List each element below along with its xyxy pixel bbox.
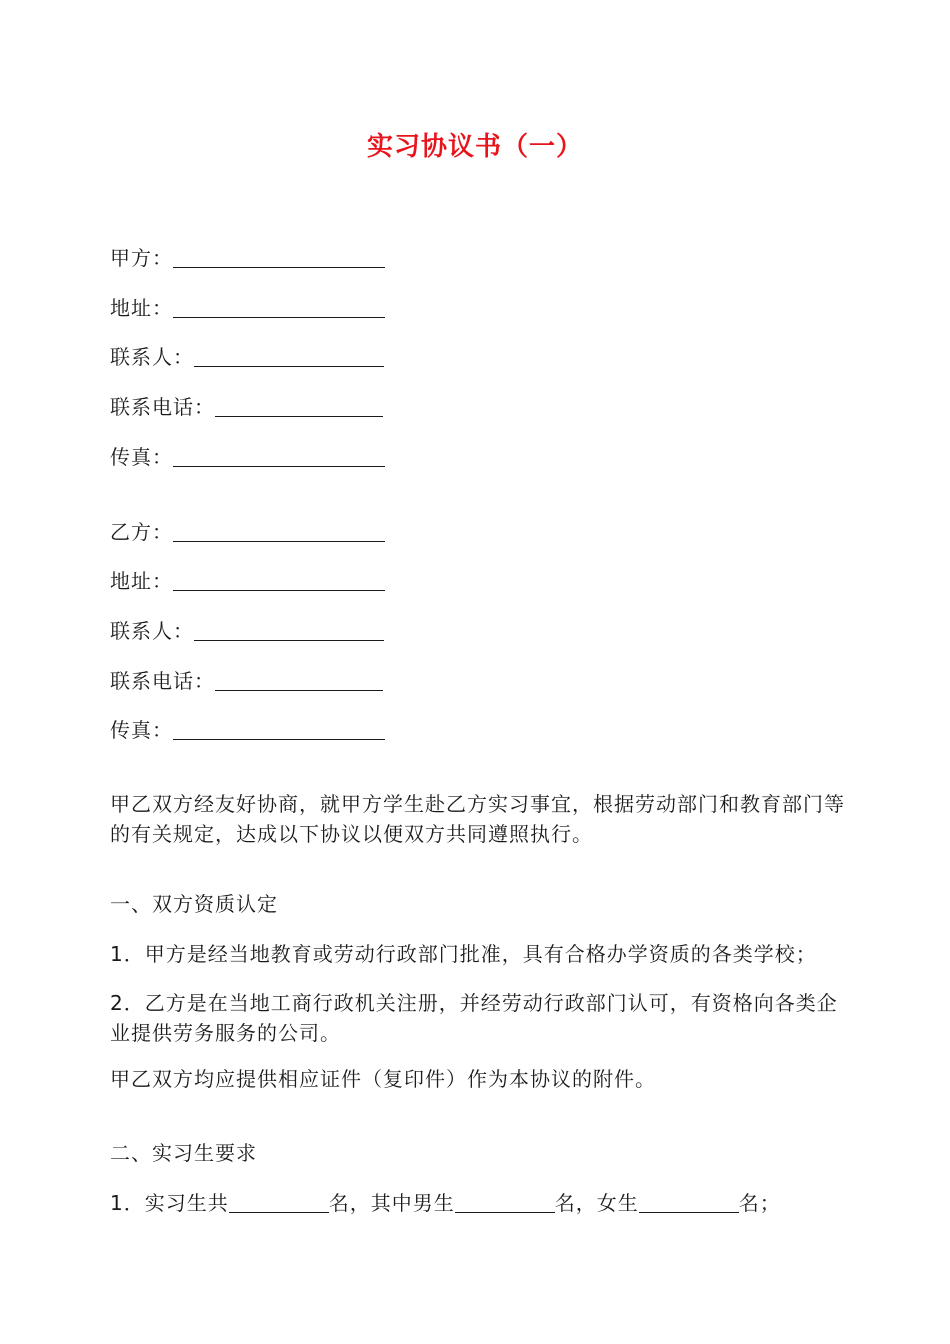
section2-item1-text-2: 名，其中男生 xyxy=(328,1191,455,1215)
party-a-contact-blank[interactable] xyxy=(194,346,384,367)
section2-item1-text-4: 名； xyxy=(738,1191,781,1215)
party-b-name-label: 乙方： xyxy=(110,520,173,544)
document-title: 实习协议书（一） xyxy=(366,132,583,162)
party-a-fax-label: 传真： xyxy=(110,445,173,469)
section1-note: 甲乙双方均应提供相应证件（复印件）作为本协议的附件。 xyxy=(110,1067,656,1091)
party-a-address-row xyxy=(110,293,385,323)
party-b-contact-row xyxy=(110,616,384,646)
female-students-blank[interactable] xyxy=(639,1192,739,1213)
party-b-fax-label: 传真： xyxy=(110,718,173,742)
total-students-blank[interactable] xyxy=(229,1192,329,1213)
section2-item1-text-3: 名，女生 xyxy=(554,1191,639,1215)
party-a-name-label: 甲方： xyxy=(110,246,173,270)
party-b-fax-row xyxy=(110,715,385,745)
party-b-contact-label: 联系人： xyxy=(110,619,194,643)
party-b-phone-label: 联系电话： xyxy=(110,669,215,693)
party-a-name-row xyxy=(110,243,385,273)
party-b-phone-blank[interactable] xyxy=(215,670,383,691)
party-a-address-label: 地址： xyxy=(110,296,173,320)
intro-paragraph: 甲乙双方经友好协商，就甲方学生赴乙方实习事宜，根据劳动部门和教育部门等的有关规定，达成以下协议以便双方共同遵照执行。 xyxy=(110,792,845,846)
section1-item1: 1．甲方是经当地教育或劳动行政部门批准，具有合格办学资质的各类学校； xyxy=(110,942,817,966)
party-a-fax-row xyxy=(110,442,385,472)
party-b-fax-blank[interactable] xyxy=(173,719,385,740)
party-a-fax-blank[interactable] xyxy=(173,446,385,467)
party-a-contact-row xyxy=(110,342,384,372)
party-b-name-row xyxy=(110,517,385,547)
party-b-address-row xyxy=(110,566,385,596)
party-a-phone-label: 联系电话： xyxy=(110,395,215,419)
party-b-address-label: 地址： xyxy=(110,569,173,593)
section2-item1 xyxy=(110,1188,781,1218)
section1-item2: 2．乙方是在当地工商行政机关注册，并经劳动行政部门认可，有资格向各类企业提供劳务服务的公司。 xyxy=(110,991,838,1045)
party-b-phone-row xyxy=(110,666,383,696)
party-a-phone-blank[interactable] xyxy=(215,396,383,417)
party-b-contact-blank[interactable] xyxy=(194,620,384,641)
party-a-address-blank[interactable] xyxy=(173,297,385,318)
party-a-contact-label: 联系人： xyxy=(110,345,194,369)
section2-item1-text-1: 1．实习生共 xyxy=(110,1191,229,1215)
party-a-name-blank[interactable] xyxy=(173,247,385,268)
party-b-address-blank[interactable] xyxy=(173,570,385,591)
male-students-blank[interactable] xyxy=(455,1192,555,1213)
section2-heading: 二、实习生要求 xyxy=(110,1141,257,1165)
section1-heading: 一、双方资质认定 xyxy=(110,892,278,916)
party-b-name-blank[interactable] xyxy=(173,521,385,542)
party-a-phone-row xyxy=(110,392,383,422)
